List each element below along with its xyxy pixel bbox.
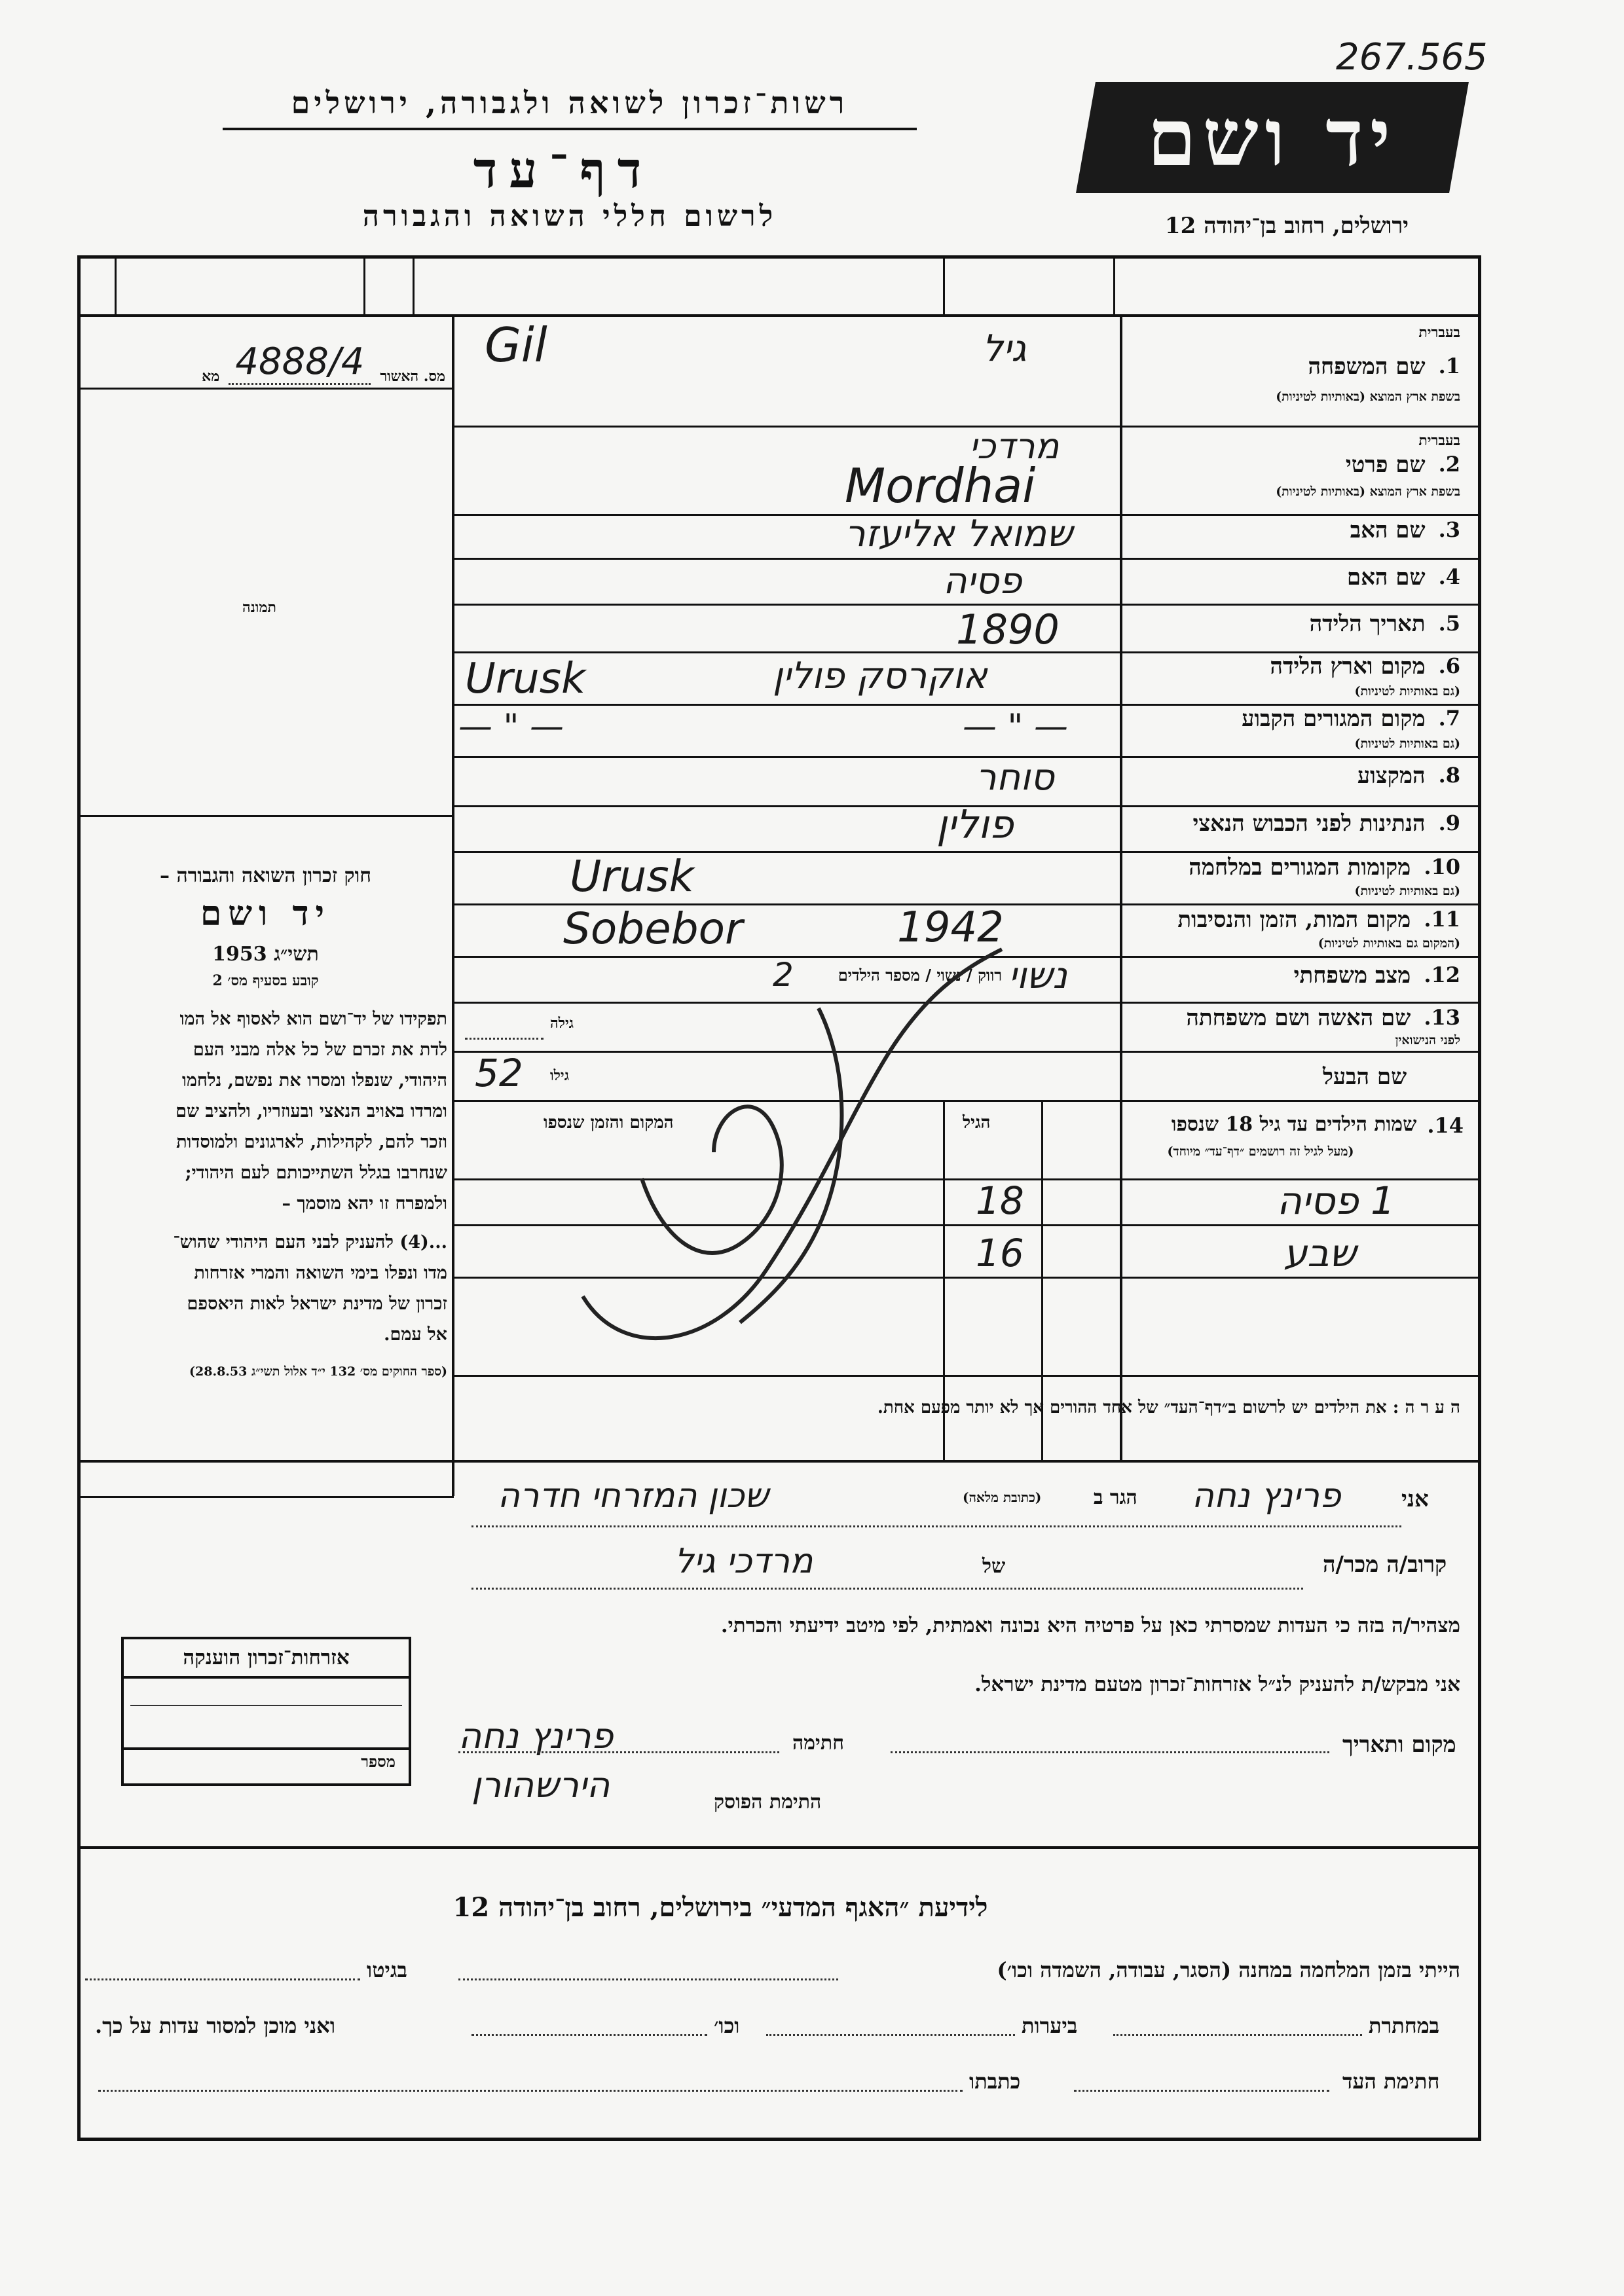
f12-label: מצב משפחתי	[1293, 962, 1411, 989]
husband-age-value[interactable]: 52	[475, 1051, 523, 1095]
supervisor-label: התימת הפוסק	[714, 1791, 822, 1813]
f2-label: שם פרטי	[1345, 452, 1426, 478]
f12-options: רווק / נשוי / מספר הילדים	[838, 966, 1002, 985]
f2-in-hebrew: בעברית	[1418, 432, 1460, 449]
husband-label: שם הבעל	[1323, 1064, 1407, 1090]
footer-title: לידיעת ״האגף המדעי״ בירושלים, רחוב בן־יהודה 12	[452, 1892, 988, 1923]
child2-age[interactable]: 16	[976, 1231, 1024, 1275]
logo-text: יד ושם	[1147, 91, 1397, 184]
yad-vashem-logo	[1076, 82, 1469, 193]
f6-sub: (גם באותיות לטיניות)	[1354, 684, 1460, 699]
f10-number: 10.	[1424, 854, 1460, 879]
f11-sub: (המקום גם באותיות לטיניות)	[1318, 936, 1460, 951]
child2-name[interactable]: שבע	[1283, 1231, 1356, 1275]
approval-label: מס. האשור	[380, 368, 445, 385]
law-box	[84, 864, 447, 1379]
law-text-line: היהודי, שנפלו ומסרו את נפשם, נלחמו	[181, 1070, 447, 1091]
f14-label: שמות הילדים עד גיל 18 שנספו	[1171, 1113, 1417, 1136]
supervisor-signature[interactable]: הירשהורן	[471, 1764, 610, 1806]
f4-value[interactable]: פסיה	[943, 560, 1022, 602]
f2-number: 2.	[1438, 452, 1460, 477]
f13-number: 13.	[1424, 1005, 1460, 1030]
law-text-line: וזכר להם, לקהילות, לארגונים ולמוסדות	[176, 1132, 447, 1152]
f12-children[interactable]: 2	[773, 956, 794, 994]
law-name: יד ושם	[200, 894, 331, 934]
law-text-line: ולמפרח זו יהא מוסמך –	[282, 1194, 447, 1214]
law-text-line: אל עמם.	[384, 1324, 447, 1345]
form-title: דף־עד	[473, 141, 654, 199]
f6-latin-value[interactable]: Urusk	[465, 655, 586, 703]
f8-label: המקצוע	[1357, 763, 1426, 789]
form-subtitle: לרשום חללי השואה והגבורה	[362, 200, 777, 233]
footer-underground-label: במחתרת	[1369, 2013, 1440, 2038]
f3-value[interactable]: שמואל אליעזר	[845, 513, 1073, 555]
f11-number: 11.	[1424, 907, 1460, 932]
f11-year-value[interactable]: 1942	[897, 903, 1004, 952]
footer-forests-label: ביערות	[1022, 2013, 1078, 2038]
resident-label: הגר ב	[1094, 1486, 1137, 1509]
f14-number: 14.	[1427, 1113, 1464, 1138]
relative-of-value[interactable]: מרדכי גיל	[674, 1542, 813, 1581]
f8-number: 8.	[1438, 763, 1460, 788]
resident-address[interactable]: שכון המזרחי חדרה	[498, 1476, 769, 1516]
law-text-line: מדו ונפלו בימי השואה והמרי אזרחות	[194, 1263, 447, 1283]
declarant-name[interactable]: פרינץ נחה	[1192, 1476, 1341, 1516]
law-text-line: ומרדו באויב הנאצי ובעוזריו, ולהציב שם	[175, 1101, 447, 1121]
authority-line: רשות־זכרון לשואה ולגבורה, ירושלים	[291, 85, 849, 120]
f1-hebrew-value[interactable]: גיל	[982, 327, 1027, 370]
footer-etc-label: וכו׳	[714, 2013, 740, 2038]
f13-age-label: גילה	[550, 1015, 574, 1032]
f1-label: שם המשפחה	[1308, 354, 1426, 380]
f3-number: 3.	[1438, 517, 1460, 542]
f3-label: שם האב	[1350, 517, 1426, 543]
f14-sub: (מעל לגיל זה רושמים ״דף־עד״ מיוחד)	[1167, 1144, 1354, 1159]
f13-sub: לפני הנישואין	[1395, 1033, 1460, 1048]
law-text-line: זכרון של מדינת ישראל לאות היאספם	[187, 1294, 447, 1314]
f1-latin-value[interactable]: Gil	[485, 318, 547, 373]
place-date-label: מקום ותאריך	[1342, 1732, 1456, 1758]
f2-hebrew-value[interactable]: מרדכי	[969, 426, 1060, 467]
husband-age-label: גילו	[550, 1067, 569, 1084]
f7-sub: (גם באותיות לטיניות)	[1354, 737, 1460, 751]
f10-sub: (גם באותיות לטיניות)	[1354, 884, 1460, 898]
f11-place-value[interactable]: Sobebor	[563, 903, 743, 954]
f7-value[interactable]: — " —	[458, 707, 564, 746]
signature-label: חתימה	[792, 1732, 844, 1755]
i-label: אני	[1401, 1486, 1429, 1512]
relative-label: קרוב/ה מכר/ה	[1323, 1552, 1447, 1578]
f4-label: שם האם	[1346, 564, 1426, 591]
f6-hebrew-value[interactable]: אוקרסק פולין	[773, 655, 987, 697]
statement: מצהיר/ה בזה כי העדות שמסרתי כאן על פרטיה היא נכונה ואמתית, לפי מיטב ידיעתי והכרתי.	[720, 1614, 1460, 1637]
address: ירושלים, רחוב בן־יהודה 12	[1164, 213, 1409, 239]
law-text-line: תפקידו של יד־ושם הוא לאסוף אל המו	[179, 1009, 447, 1029]
signature-value[interactable]: פרינץ נחה	[458, 1715, 614, 1757]
law-text-line: שנחרבו בגלל השתייכותם לעם היהודי;	[185, 1163, 447, 1183]
child1-name[interactable]: 1 פסיה	[1277, 1178, 1395, 1223]
law-year: תשי״ג 1953	[212, 943, 319, 966]
law-source: (ספר החוקים מס׳ 132 י״ד אלול תשי״ג 28.8.53)	[189, 1364, 447, 1379]
law-clause: קובע בסעיף מס׳ 2	[212, 972, 319, 989]
law-text-line: לדת את זכרם של כל אלה מבני העם	[193, 1040, 447, 1060]
f14-age-header: הגיל	[963, 1113, 991, 1133]
f9-value[interactable]: פולין	[936, 802, 1014, 848]
law-title: חוק זכרון השואה והגבורה –	[160, 864, 371, 887]
f7-value-2[interactable]: — " —	[963, 707, 1068, 746]
request: אני מבקש/ת להעניק לנ״ל אזרחות־זכרון מטעם מדינת ישראל.	[974, 1673, 1460, 1696]
f4-number: 4.	[1438, 564, 1460, 589]
f12-value[interactable]: נשוי	[1008, 955, 1067, 997]
f9-label: הנתינות לפני הכבוש הנאצי	[1192, 811, 1426, 837]
f5-value[interactable]: 1890	[956, 606, 1060, 653]
f9-number: 9.	[1438, 811, 1460, 835]
f13-label: שם האשה ושם משפחתה	[1186, 1005, 1411, 1031]
f1-in-hebrew: בעברית	[1418, 324, 1460, 341]
photo-label: תמונה	[242, 599, 276, 616]
f2-sub: בשפת ארץ המוצא (באותיות לטיניות)	[1276, 484, 1460, 499]
f1-number: 1.	[1438, 354, 1460, 378]
footer-address-label: כתבתו	[969, 2069, 1021, 2094]
corner-number: 267.565	[1336, 36, 1488, 79]
f6-number: 6.	[1438, 653, 1460, 678]
approval-suffix: מא	[202, 368, 220, 385]
f5-number: 5.	[1438, 611, 1460, 636]
footer-line1: הייתי בזמן המלחמה במחנה (הסגר, עבודה, השמדה וכו׳)	[997, 1958, 1460, 1982]
f7-number: 7.	[1438, 706, 1460, 731]
footer-witness-signature-label: חתימת העד	[1342, 2069, 1440, 2094]
citizenship-box	[121, 1637, 411, 1786]
f14-place-header: המקום והזמן שנספו	[544, 1113, 674, 1133]
note: ה ע ר ה : את הילדים יש לרשום ב״דף־העד״ של אחד ההורים אך לא יותר מפעם אחת.	[877, 1398, 1460, 1417]
citizenship-number-label: מספר	[361, 1752, 396, 1771]
f5-label: תאריך הלידה	[1309, 611, 1426, 637]
cross-out-scribble	[544, 930, 1041, 1388]
footer-ghetto-label: בגיטו	[367, 1958, 407, 1982]
resident-sub: (כתובת מלאה)	[963, 1489, 1042, 1505]
approval-number: 4888/4	[229, 340, 371, 385]
f10-label: מקומות המגורים במלחמה	[1189, 854, 1411, 881]
f12-number: 12.	[1424, 962, 1460, 987]
f2-latin-value[interactable]: Mordhai	[845, 458, 1036, 513]
f11-label: מקום המות, הזמן והנסיבות	[1177, 907, 1411, 933]
footer-testimony-text: ואני מוכן למסור עדות על כך.	[95, 2013, 336, 2038]
citizenship-title: אזרחות־זכרון הוענקה	[124, 1639, 409, 1679]
f10-value[interactable]: Urusk	[570, 851, 694, 902]
f7-label: מקום המגורים הקבוע	[1242, 706, 1426, 732]
f8-value[interactable]: סוחר	[976, 756, 1054, 799]
child1-age[interactable]: 18	[976, 1178, 1024, 1223]
f1-sub: בשפת ארץ המוצא (באותיות לטיניות)	[1276, 390, 1460, 404]
f6-label: מקום וארץ הלידה	[1270, 653, 1426, 680]
law-text-line: ...(4) להעניק לבני העם היהודי שהוש־	[173, 1232, 447, 1252]
of-label: של	[982, 1555, 1006, 1578]
